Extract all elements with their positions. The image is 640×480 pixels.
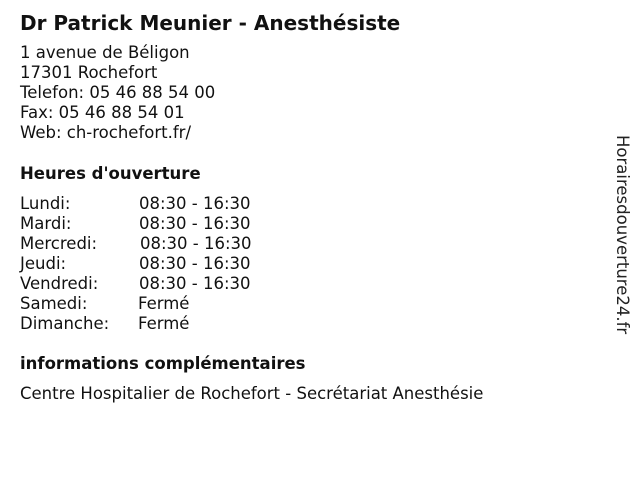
- additional-info-text: Centre Hospitalier de Rochefort - Secrétariat Anesthésie: [20, 384, 484, 403]
- time-value: Fermé: [138, 294, 190, 313]
- time-value: 08:30 - 16:30: [139, 274, 251, 293]
- time-value: 08:30 - 16:30: [139, 194, 251, 213]
- time-value: 08:30 - 16:30: [140, 234, 252, 253]
- day-label: Jeudi:: [20, 254, 67, 273]
- day-label: Mercredi:: [20, 234, 98, 253]
- fax-number: Fax: 05 46 88 54 01: [20, 103, 185, 122]
- day-label: Dimanche:: [20, 314, 110, 333]
- day-label: Vendredi:: [20, 274, 99, 293]
- address-block: [20, 43, 215, 143]
- time-value: Fermé: [138, 314, 190, 333]
- day-label: Samedi:: [20, 294, 88, 313]
- page-title: Dr Patrick Meunier - Anesthésiste: [20, 11, 401, 35]
- opening-hours-heading: Heures d'ouverture: [20, 164, 201, 183]
- postal-city: 17301 Rochefort: [20, 63, 158, 82]
- additional-info-heading: informations complémentaires: [20, 354, 306, 373]
- time-value: 08:30 - 16:30: [139, 214, 251, 233]
- site-watermark: Horairesdouverture24.fr: [613, 135, 632, 335]
- day-label: Mardi:: [20, 214, 72, 233]
- website: Web: ch-rochefort.fr/: [20, 123, 192, 142]
- day-label: Lundi:: [20, 194, 71, 213]
- phone-number: Telefon: 05 46 88 54 00: [20, 83, 216, 102]
- time-value: 08:30 - 16:30: [139, 254, 251, 273]
- street-address: 1 avenue de Béligon: [20, 43, 190, 62]
